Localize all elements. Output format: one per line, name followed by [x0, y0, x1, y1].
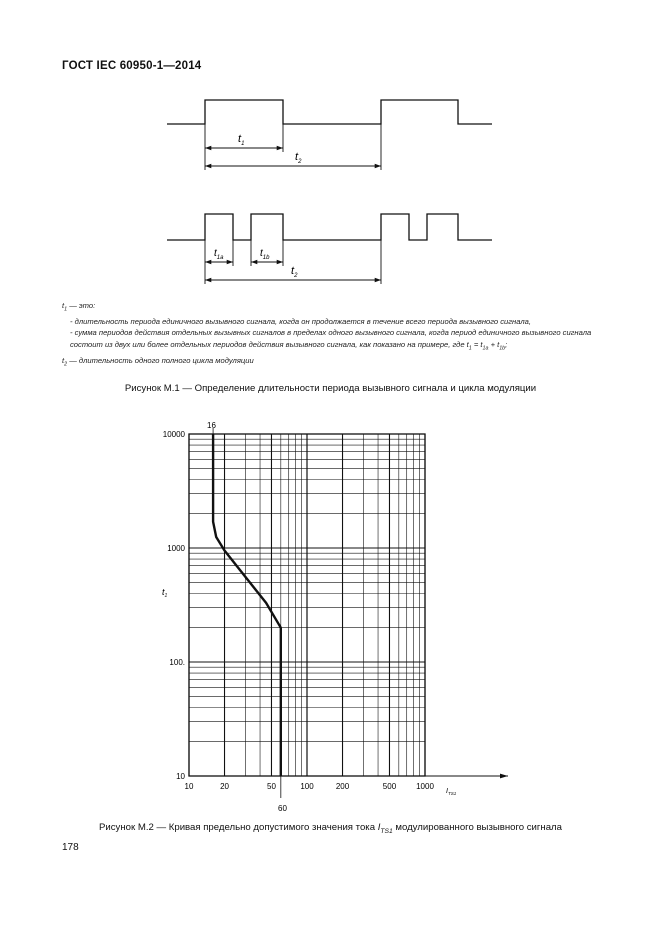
- limit-curve-chart: [0, 415, 661, 820]
- x-tick-label: 200: [335, 782, 350, 791]
- bottom-t1a-label: $t_{1a}$: [214, 248, 224, 261]
- figure2-caption: Рисунок М.2 — Кривая предельно допустимого значения тока $I_{TS1}$ модулированного вызывного сигнала: [99, 822, 562, 835]
- figure1-caption: Рисунок М.1 — Определение длительности периода вызывного сигнала и цикла модуляции: [124, 383, 537, 394]
- note-item-2: - сумма периодов действия отдельных вызывных сигналов в пределах одного вызывного сигнала, когда период единичного вызывного сигнала состоит из двух или более отдельных периодов действия вызывного сигнала, как показано на примере, где $t_1 = t_{1a} + t_{1b}$;: [70, 328, 592, 352]
- x-tick-label: 10: [184, 782, 194, 791]
- page-header: ГОСТ IEC 60950-1—2014: [62, 60, 202, 72]
- bottom-waveform: [167, 214, 492, 240]
- x-tick-label: 500: [382, 782, 397, 791]
- x-tick-label: 100: [300, 782, 314, 791]
- y-tick-label: 10: [176, 772, 185, 781]
- note-t2: $t_2$ — длительность одного полного цикла модуляции: [62, 355, 254, 368]
- x-tick-label: 20: [220, 782, 229, 791]
- x-axis-label: $I_{TS1}$: [446, 788, 457, 796]
- limit-curve-line: [213, 434, 281, 776]
- y-tick-label: 100.: [169, 658, 185, 667]
- bottom-t2-label: $t_2$: [291, 265, 298, 279]
- y-tick-label: 1000: [167, 544, 185, 553]
- bottom-t1b-label: $t_{1b}$: [260, 248, 270, 261]
- page-number: 178: [62, 842, 79, 853]
- x-tick-label: 50: [267, 782, 276, 791]
- figure-notes: [62, 300, 607, 371]
- y-axis-label: $t_1$: [162, 587, 168, 599]
- top-waveform: [167, 100, 492, 124]
- x-tick-label: 1000: [416, 782, 434, 791]
- chart-grid: [189, 434, 508, 776]
- timing-diagram-figure: [0, 0, 661, 300]
- marker-60-label: 60: [278, 804, 287, 813]
- top-t2-label: $t_2$: [295, 151, 302, 165]
- chart-ticks: [163, 428, 435, 798]
- chart-series: [213, 434, 281, 776]
- note-item-1: - длительность периода единичного вызывного сигнала, когда он продолжается в течение всего периода вызывного сигнала,: [70, 316, 531, 326]
- top-t1-label: $t_1$: [238, 133, 245, 147]
- marker-16-label: 16: [207, 421, 216, 430]
- note-t1: $t_1$ — это:: [62, 301, 96, 313]
- y-tick-label: 10000: [162, 430, 185, 439]
